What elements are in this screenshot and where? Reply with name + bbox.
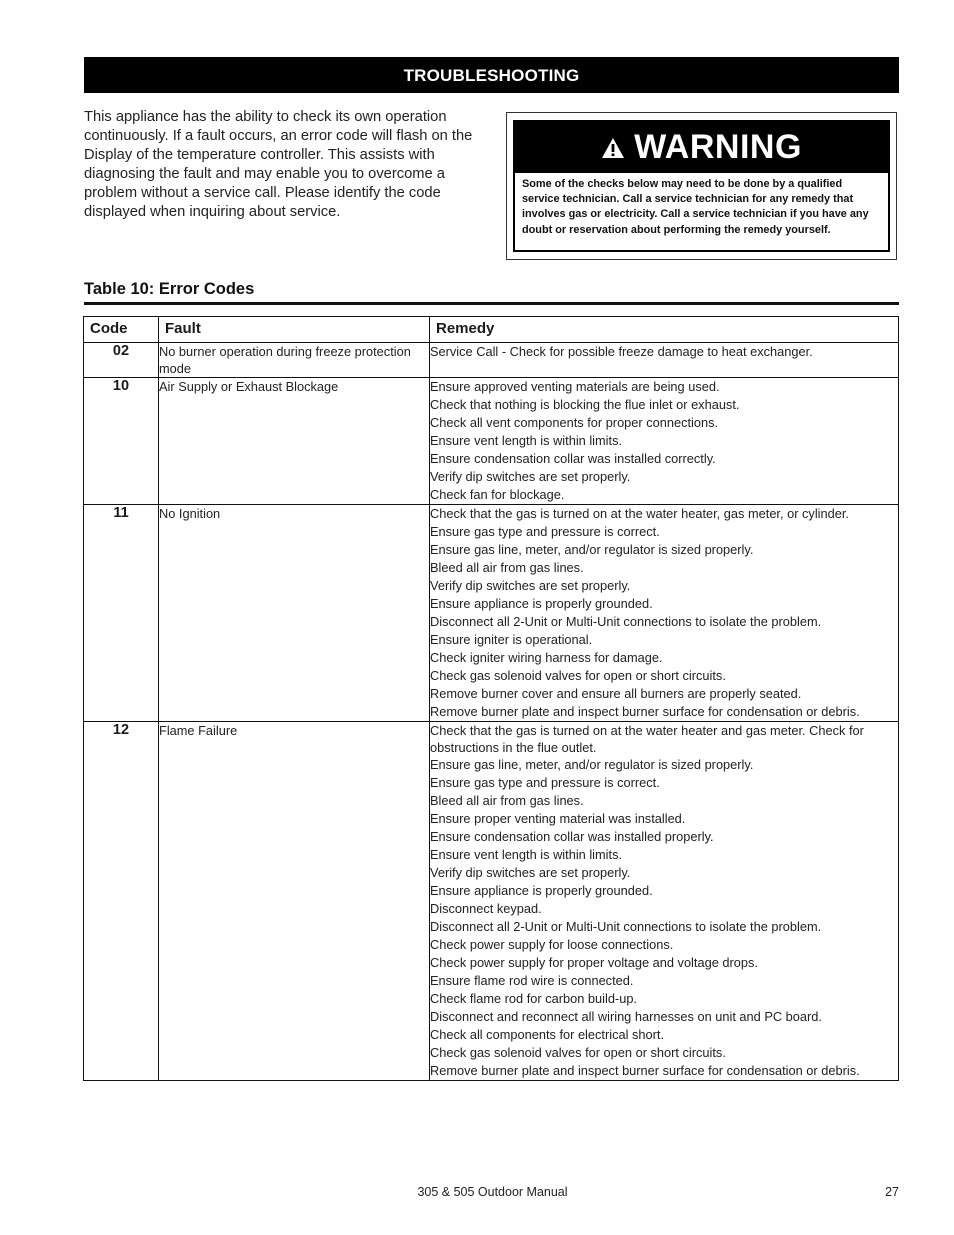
remedy-item: Disconnect all 2-Unit or Multi-Unit connections to isolate the problem. (430, 919, 822, 934)
remedy-item: Ensure approved venting materials are being used. (430, 379, 720, 394)
remedy-cell (430, 378, 899, 505)
remedy-item: Check that nothing is blocking the flue inlet or exhaust. (430, 397, 740, 412)
remedy-item: Ensure gas line, meter, and/or regulator is sized properly. (430, 757, 754, 772)
fault-cell: Flame Failure (159, 722, 430, 1081)
remedy-item: Ensure vent length is within limits. (430, 847, 623, 862)
remedy-item: Ensure appliance is properly grounded. (430, 596, 653, 611)
error-codes-table (83, 316, 899, 1081)
error-code-cell: 02 (84, 343, 159, 378)
table-row (84, 505, 899, 722)
remedy-item: Check igniter wiring harness for damage. (430, 650, 663, 665)
table-row (84, 722, 899, 1081)
remedy-item: Ensure gas line, meter, and/or regulator is sized properly. (430, 542, 754, 557)
remedy-cell (430, 343, 899, 378)
error-code-cell: 10 (84, 378, 159, 505)
remedy-item: Verify dip switches are set properly. (430, 865, 631, 880)
code-column-header: Code (84, 317, 159, 343)
remedy-item: Ensure condensation collar was installed correctly. (430, 451, 716, 466)
remedy-item: Ensure gas type and pressure is correct. (430, 524, 660, 539)
remedy-item: Ensure appliance is properly grounded. (430, 883, 653, 898)
table-row (84, 343, 899, 378)
fault-cell: No burner operation during freeze protection mode (159, 343, 430, 378)
remedy-item: Check fan for blockage. (430, 487, 565, 502)
remedy-item: Check power supply for loose connections. (430, 937, 674, 952)
remedy-item: Check that the gas is turned on at the water heater and gas meter. Check for obstructions in the flue outlet. (430, 723, 864, 755)
warning-box-inner (513, 120, 890, 252)
remedy-item: Verify dip switches are set properly. (430, 469, 631, 484)
table-header-row (84, 317, 899, 343)
remedy-item: Bleed all air from gas lines. (430, 793, 584, 808)
remedy-column-header: Remedy (430, 317, 899, 343)
remedy-item: Disconnect and reconnect all wiring harnesses on unit and PC board. (430, 1009, 822, 1024)
remedy-item: Check that the gas is turned on at the water heater, gas meter, or cylinder. (430, 506, 849, 521)
page-number: 27 (885, 1185, 899, 1199)
remedy-item: Remove burner cover and ensure all burners are properly seated. (430, 686, 802, 701)
remedy-item: Check power supply for proper voltage and voltage drops. (430, 955, 758, 970)
remedy-item: Check gas solenoid valves for open or short circuits. (430, 668, 726, 683)
remedy-item: Verify dip switches are set properly. (430, 578, 631, 593)
error-code-cell: 11 (84, 505, 159, 722)
table-row (84, 378, 899, 505)
warning-header (515, 122, 888, 173)
remedy-item: Ensure proper venting material was installed. (430, 811, 686, 826)
warning-text: Some of the checks below may need to be done by a qualified service technician. Call a service technician for any remedy that involves gas or electricity. Call a service technician if you have any doubt or reservation about performing the remedy yourself. (522, 178, 869, 236)
remedy-item: Bleed all air from gas lines. (430, 560, 584, 575)
fault-column-header: Fault (159, 317, 430, 343)
remedy-item: Ensure condensation collar was installed properly. (430, 829, 714, 844)
remedy-item: Remove burner plate and inspect burner surface for condensation or debris. (430, 704, 860, 719)
intro-paragraph: This appliance has the ability to check its own operation continuously. If a fault occurs, an error code will flash on the Display of the temperature controller. This assists with diagnosing the fault and may enable you to overcome a problem without a service call. Please identify the code displayed when inquiring about service. (84, 109, 473, 220)
remedy-item: Disconnect keypad. (430, 901, 542, 916)
section-header: TROUBLESHOOTING (84, 57, 899, 93)
error-code-cell: 12 (84, 722, 159, 1081)
fault-cell: No Ignition (159, 505, 430, 722)
remedy-item: Check flame rod for carbon build-up. (430, 991, 637, 1006)
warning-triangle-icon (601, 137, 625, 159)
remedy-item: Check all vent components for proper connections. (430, 415, 719, 430)
remedy-item: Disconnect all 2-Unit or Multi-Unit connections to isolate the problem. (430, 614, 822, 629)
remedy-item: Check gas solenoid valves for open or short circuits. (430, 1045, 726, 1060)
remedy-item: Ensure gas type and pressure is correct. (430, 775, 660, 790)
table-title: Table 10: Error Codes (84, 280, 255, 298)
warning-box (506, 112, 897, 260)
remedy-item: Remove burner plate and inspect burner surface for condensation or debris. (430, 1063, 860, 1078)
remedy-cell (430, 505, 899, 722)
remedy-cell (430, 722, 899, 1081)
remedy-item: Service Call - Check for possible freeze damage to heat exchanger. (430, 344, 813, 359)
remedy-item: Ensure igniter is operational. (430, 632, 593, 647)
footer-manual-title: 305 & 505 Outdoor Manual (417, 1185, 568, 1199)
remedy-item: Check all components for electrical short. (430, 1027, 664, 1042)
remedy-item: Ensure flame rod wire is connected. (430, 973, 634, 988)
warning-title: WARNING (634, 128, 802, 166)
fault-cell: Air Supply or Exhaust Blockage (159, 378, 430, 505)
table-title-rule (84, 302, 899, 305)
remedy-item: Ensure vent length is within limits. (430, 433, 623, 448)
